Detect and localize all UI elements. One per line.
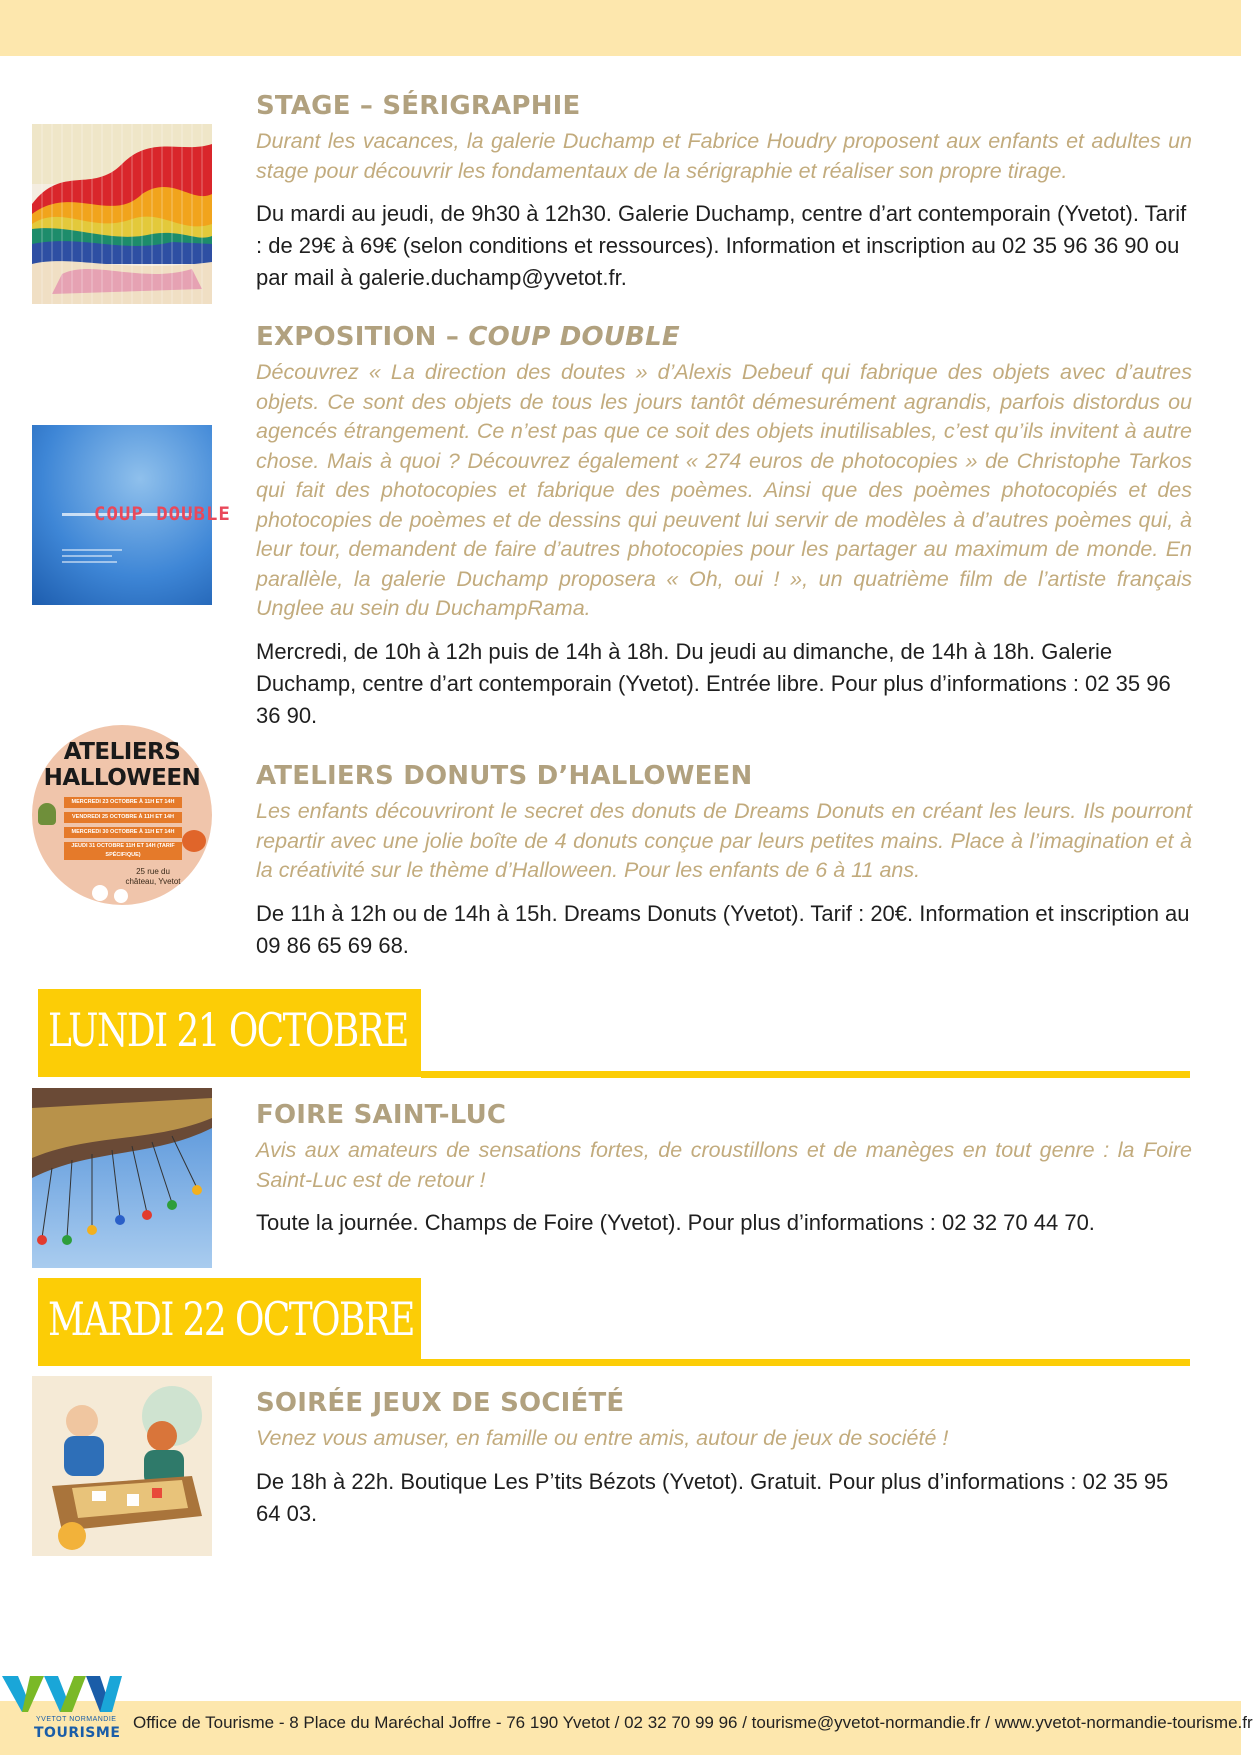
poster-date: VENDREDI 25 OCTOBRE À 11H ET 14H <box>64 812 182 823</box>
event-info: Toute la journée. Champs de Foire (Yvetot). Pour plus d’informations : 02 32 70 44 70. <box>256 1210 1095 1235</box>
event-info: De 11h à 12h ou de 14h à 15h. Dreams Donuts (Yvetot). Tarif : 20€. Information et inscription au 09 86 65 69 68. <box>256 900 1190 958</box>
event-info: Du mardi au jeudi, de 9h30 à 12h30. Galerie Duchamp, centre d’art contemporain (Yvetot). Tarif : de 29€ à 69€ (selon conditions et ressources). Information et inscription au 02 35 96 36 90 ou par mail à galerie.duchamp@yvetot.fr. <box>256 201 1187 290</box>
event-exposition <box>256 320 1192 732</box>
logo-small-text: YVETOT NORMANDIE <box>36 1716 117 1723</box>
day-label: MARDI 22 OCTOBRE <box>48 1292 414 1346</box>
day-rule <box>421 1071 1190 1078</box>
day-rule <box>421 1359 1190 1366</box>
title-prefix: EXPOSITION – <box>256 322 469 352</box>
top-band <box>0 0 1241 56</box>
halloween-poster <box>32 725 212 905</box>
title-emphasis: COUP DOUBLE <box>468 322 680 352</box>
logo-word: TOURISME <box>34 1725 121 1741</box>
board-games-image <box>32 1376 212 1556</box>
poster-line1: ATELIERS <box>63 739 181 765</box>
event-title: STAGE – SÉRIGRAPHIE <box>256 91 581 121</box>
event-title: FOIRE SAINT-LUC <box>256 1100 507 1130</box>
event-donuts <box>256 759 1192 962</box>
day-banner-monday <box>38 989 421 1077</box>
skull-icon <box>92 885 108 901</box>
event-description: Découvrez « La direction des doutes » d’Alexis Debeuf qui fabrique des objets avec d’autres objets. Ce sont des objets de tous les jours tantôt démesurément agrandis, parfois distordus ou agencés étrangement. Ce n’est pas que ce soit des objets inutilisables, c’est qu’ils invitent à autre chose. Mais à quoi ? Découvrez également « 274 euros de photocopies » de Christophe Tarkos qui fait des photocopies et fabrique des poèmes. Ainsi que des poèmes photocopiés et des photocopies de poèmes et de dessins qui peuvent lui servir de modèles à d’autres poèmes qui, à leur tour, demandent de faire d’autres photocopies pour les partager au maximum de monde. En parallèle, la galerie Duchamp proposera « Oh, oui ! », un quatrième film de l’artiste français Unglee au sein du DuchampRama. <box>256 360 1192 620</box>
event-fair <box>256 1098 1192 1239</box>
ghost-icon <box>38 803 56 825</box>
event-title <box>256 320 1192 354</box>
poster-title: COUP DOUBLE <box>94 503 231 525</box>
event-info: Mercredi, de 10h à 12h puis de 14h à 18h. Du jeudi au dimanche, de 14h à 18h. Galerie Duchamp, centre d’art contemporain (Yvetot). Entrée libre. Pour plus d’informations : 02 35 96 36 90. <box>256 638 1171 728</box>
coup-double-image <box>32 425 231 605</box>
skull-icon <box>114 889 128 903</box>
event-info: De 18h à 22h. Boutique Les P’tits Bézots (Yvetot). Gratuit. Pour plus d’informations : 02 35 95 64 03. <box>256 1468 1169 1526</box>
event-description: Durant les vacances, la galerie Duchamp et Fabrice Houdry proposent aux enfants et adultes un stage pour découvrir les fondamentaux de la sérigraphie et réaliser son propre tirage. <box>256 129 1192 183</box>
poster-date: JEUDI 31 OCTOBRE 11H ET 14H (TARIF SPÉCIFIQUE) <box>64 842 182 860</box>
pumpkin-icon <box>182 830 206 852</box>
event-description: Avis aux amateurs de sensations fortes, de croustillons et de manèges en tout genre : la Foire Saint-Luc est de retour ! <box>256 1138 1192 1192</box>
event-title: ATELIERS DONUTS D’HALLOWEEN <box>256 761 753 791</box>
poster-line2: HALLOWEEN <box>43 765 201 791</box>
event-title: SOIRÉE JEUX DE SOCIÉTÉ <box>256 1388 625 1418</box>
event-serigraphy <box>256 89 1192 294</box>
day-label: LUNDI 21 OCTOBRE <box>48 1003 408 1057</box>
fair-image <box>32 1088 212 1268</box>
event-board-games <box>256 1386 1192 1530</box>
poster-date: MERCREDI 30 OCTOBRE À 11H ET 14H <box>64 827 182 838</box>
tourism-logo <box>0 1672 124 1748</box>
poster-date: MERCREDI 23 OCTOBRE À 11H ET 14H <box>64 797 182 808</box>
event-description: Les enfants découvriront le secret des donuts de Dreams Donuts en créant les leurs. Ils pourront repartir avec une jolie boîte de 4 donuts conçue par leurs petites mains. Place à l’imagination et à la créativité sur le thème d’Halloween. Pour les enfants de 6 à 11 ans. <box>256 799 1192 882</box>
serigraphy-image <box>32 124 212 304</box>
event-description: Venez vous amuser, en famille ou entre amis, autour de jeux de société ! <box>256 1426 949 1450</box>
poster-address: 25 rue du château, Yvetot <box>125 867 181 886</box>
footer-contact: Office de Tourisme - 8 Place du Maréchal Joffre - 76 190 Yvetot / 02 32 70 99 96 / tourisme@yvetot-normandie.fr / www.yvetot-normandie-tourisme.fr <box>133 1713 1253 1732</box>
day-banner-tuesday <box>38 1278 421 1366</box>
